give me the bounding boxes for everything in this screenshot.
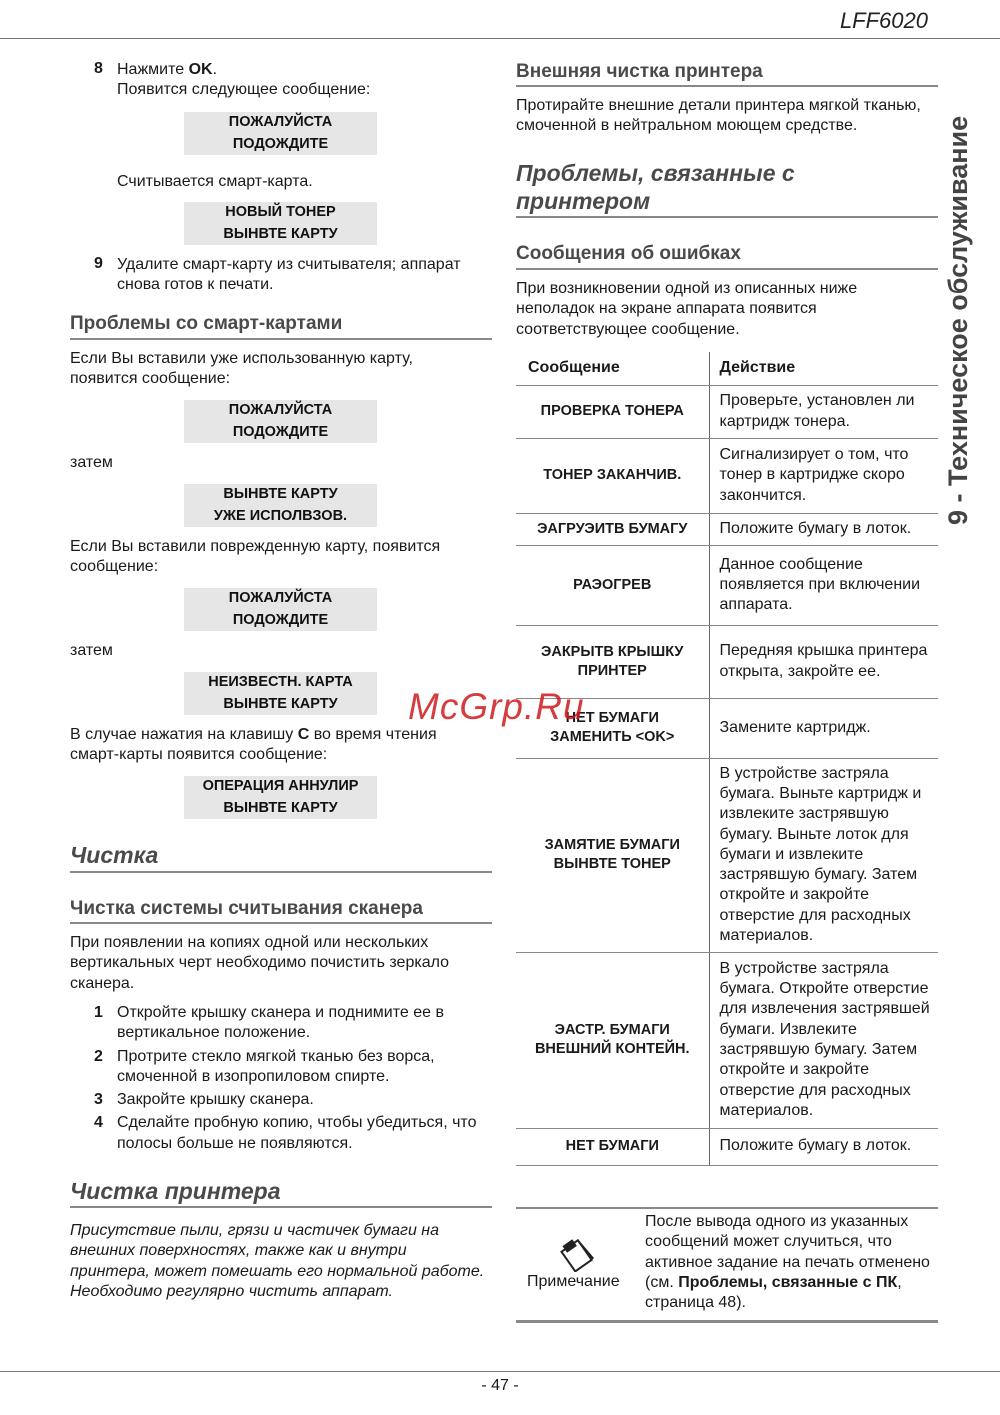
heading-rule [70, 871, 492, 873]
lcd-message [184, 400, 377, 443]
then-text: затем [70, 642, 113, 659]
chapter-side-title: 9 - Техническое обслуживание [943, 115, 973, 525]
page-number: - 47 - [481, 1377, 519, 1394]
message-cell: ЗАМЯТИЕ БУМАГИ ВЫНВТЕ ТОНЕР [516, 758, 709, 952]
table-row [516, 952, 938, 1128]
action-cell: Замените картридж. [709, 698, 938, 758]
paragraph: Если Вы вставили поврежденную карту, появится сообщение: [70, 538, 441, 576]
section-heading: Чистка [70, 842, 159, 868]
table-row [516, 545, 938, 625]
paragraph: При возникновении одной из описанных ниже неполадок на экране аппарата появится соответствующее сообщение. [516, 280, 858, 338]
lcd-line: ОПЕРАЦИЯ АННУЛИР [202, 778, 359, 794]
action-cell: В устройстве застряла бумага. Откройте отверстие для извлечения застрявшей бумаги. Извлеките застрявшую бумагу. Затем откройте и закройте отверстие для расходных материалов. [709, 952, 938, 1128]
table-header-row [516, 352, 938, 385]
step-9-text: Удалите смарт-карту из считывателя; аппарат снова готов к печати. [117, 256, 461, 294]
reading-text: Считывается смарт-карта. [117, 173, 313, 190]
heading-rule [516, 85, 938, 87]
action-cell: Данное сообщение появляется при включении аппарата. [709, 545, 938, 625]
lcd-line: ПОДОЖДИТЕ [232, 423, 329, 440]
lcd-line: ПОЖАЛУЙСТА [228, 590, 333, 606]
section-heading: Сообщения об ошибках [516, 243, 741, 264]
lcd-line: ВЫНВТЕ КАРТУ [223, 486, 338, 502]
section-heading: Проблемы со смарт-картами [70, 313, 343, 334]
heading-rule [516, 216, 938, 218]
paragraph: Присутствие пыли, грязи и частичек бумаги на внешних поверхностях, также как и внутри принтера, может помешать его нормальной работе. Необходимо регулярно чистить аппарат. [70, 1222, 485, 1300]
note-top-rule [516, 1207, 938, 1209]
text: . [212, 61, 218, 78]
lcd-line: УЖЕ ИСПОЛВЗОВ. [213, 507, 348, 524]
scanner-steps [94, 1003, 494, 1154]
heading-rule [70, 1206, 492, 1208]
action-cell: Положите бумагу в лоток. [709, 513, 938, 545]
paragraph: При появлении на копиях одной или нескольких вертикальных черт необходимо почистить зеркало сканера. [70, 934, 450, 992]
lcd-message [184, 588, 377, 631]
lcd-line: ПОДОЖДИТЕ [232, 135, 329, 152]
step-number: 2 [94, 1047, 103, 1065]
message-cell: НЕТ БУМАГИ ЗАМЕНИТЬ <OK> [516, 698, 709, 758]
table-row [516, 758, 938, 952]
c-key: С [297, 726, 310, 743]
lcd-line: ПОДОЖДИТЕ [232, 611, 329, 628]
text: Нажмите [117, 61, 189, 78]
section-heading: Проблемы, связанные с принтером [516, 160, 795, 214]
message-cell: РАЭОГРЕВ [516, 545, 709, 625]
lcd-message [184, 672, 377, 715]
lcd-message [184, 776, 377, 819]
note-text [645, 1212, 935, 1313]
model-name: LFF6020 [839, 8, 928, 33]
table-row [516, 385, 938, 438]
text: После вывода одного из указанных сообщений может случиться, что активное задание на печать отменено (см. [645, 1213, 930, 1291]
lcd-message [184, 202, 377, 245]
heading-rule [70, 922, 492, 924]
lcd-line: ВЫНВТЕ КАРТУ [223, 695, 338, 712]
paragraph [70, 725, 480, 766]
section-heading: Чистка системы считывания сканера [70, 898, 423, 919]
step-text: Откройте крышку сканера и поднимите ее в вертикальное положение. [117, 1004, 444, 1042]
step-text: Сделайте пробную копию, чтобы убедиться, что полосы больше не появляются. [117, 1114, 477, 1152]
step-text: Закройте крышку сканера. [117, 1091, 314, 1109]
column-header: Сообщение [516, 352, 709, 385]
text: В случае нажатия на клавишу [70, 726, 298, 743]
step-number: 3 [94, 1091, 103, 1109]
text: во время чтения смарт-карты появится сообщение: [70, 726, 437, 764]
cross-reference: Проблемы, связанные с ПК [678, 1273, 898, 1291]
step-number: 9 [94, 255, 103, 272]
lcd-line: ПОЖАЛУЙСТА [228, 114, 333, 130]
lcd-message [184, 484, 377, 527]
step-number: 4 [94, 1114, 103, 1132]
step-8-text [117, 60, 497, 101]
step-number: 8 [94, 60, 103, 77]
text: Появится следующее сообщение: [117, 81, 371, 99]
header-rule [0, 38, 1000, 39]
action-cell: Положите бумагу в лоток. [709, 1128, 938, 1165]
action-cell: В устройстве застряла бумага. Выньте картридж и извлеките застрявшую бумагу. Выньте лоток для бумаги и извлеките застрявшую бумагу. Затем откройте и закройте отверстие для расходных материалов. [709, 758, 938, 952]
table-row [516, 438, 938, 513]
paragraph: Если Вы вставили уже использованную карту, появится сообщение: [70, 350, 413, 388]
lcd-line: НОВЫЙ ТОНЕР [225, 204, 336, 220]
message-cell: ЭАСТР. БУМАГИ ВНЕШНИЙ КОНТЕЙН. [516, 952, 709, 1128]
table-row [516, 1128, 938, 1165]
section-heading: Внешняя чистка принтера [516, 61, 763, 82]
column-header: Действие [709, 352, 938, 385]
heading-rule [516, 268, 938, 270]
lcd-line: НЕИЗВЕСТН. КАРТА [208, 674, 353, 690]
paragraph: Протирайте внешние детали принтера мягкой тканью, смоченной в нейтральном моющем средстве. [516, 97, 921, 135]
message-cell: ЭАКРЫТВ КРЫШКУ ПРИНТЕР [516, 625, 709, 698]
then-text: затем [70, 454, 113, 471]
error-messages-table [516, 352, 938, 1166]
lcd-line: ПОЖАЛУЙСТА [228, 402, 333, 418]
lcd-line: ВЫНВТЕ КАРТУ [223, 799, 338, 816]
lcd-message [184, 112, 377, 155]
message-cell: ЭАГРУЭИТВ БУМАГУ [516, 513, 709, 545]
watermark: McGrp.Ru [408, 686, 585, 727]
lcd-line: ВЫНВТЕ КАРТУ [223, 225, 338, 242]
step-number: 1 [94, 1004, 103, 1021]
table-row [516, 513, 938, 545]
section-heading: Чистка принтера [70, 1178, 281, 1204]
footer-rule [0, 1371, 1000, 1372]
message-cell: НЕТ БУМАГИ [516, 1128, 709, 1165]
message-cell: ПРОВЕРКА ТОНЕРА [516, 385, 709, 438]
note-label: Примечание [527, 1273, 620, 1290]
heading-rule [70, 338, 492, 340]
ok-key: OK [188, 61, 213, 78]
action-cell: Проверьте, установлен ли картридж тонера. [709, 385, 938, 438]
text: , страница 48). [645, 1273, 902, 1312]
step-text: Протрите стекло мягкой тканью без ворса, смоченной в изопропиловом спирте. [117, 1047, 435, 1085]
action-cell: Передняя крышка принтера открыта, закройте ее. [709, 625, 938, 698]
action-cell: Сигнализирует о том, что тонер в картридже скоро закончится. [709, 438, 938, 513]
note-bottom-rule [516, 1320, 938, 1323]
message-cell: ТОНЕР ЗАКАНЧИВ. [516, 438, 709, 513]
